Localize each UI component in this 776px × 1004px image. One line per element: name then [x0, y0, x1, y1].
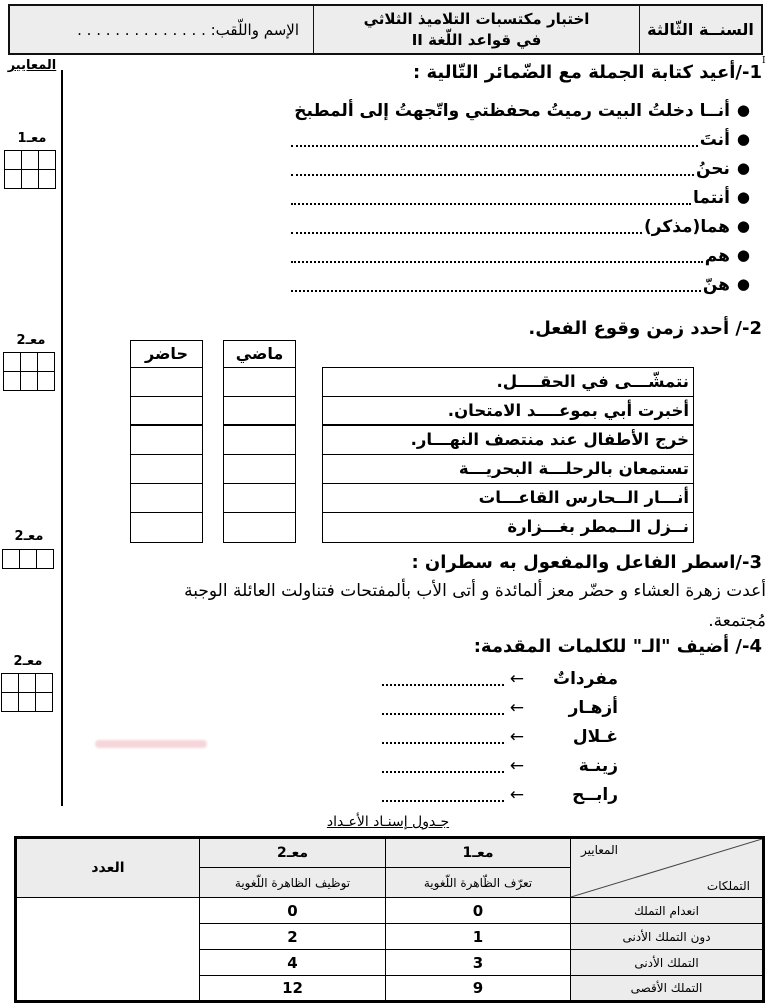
pronoun: هما(مذكر)	[643, 216, 730, 237]
pronoun: هنّ	[702, 274, 730, 295]
criterion-grid-4	[1, 673, 53, 712]
pronoun: أنتَ	[699, 129, 730, 150]
exercise4-heading: 4-/ أضيف "الـ" للكلمات المقدمة:	[473, 636, 762, 657]
sentences-table	[322, 367, 694, 543]
bullet-icon: ●	[736, 159, 750, 177]
page-corner-mark: I	[762, 56, 766, 66]
bullet-icon: ●	[736, 246, 750, 264]
sentence-row: خرج الأطفال عند منتصف النهـــار.	[323, 426, 693, 455]
checkbox-cell	[131, 426, 202, 455]
word: مفرداتٌ	[553, 668, 618, 689]
word: رابــح	[572, 784, 618, 805]
mastery-row-label: التملك الأدنى	[571, 950, 764, 976]
list-item	[291, 125, 750, 154]
score-value: 0	[386, 898, 571, 924]
sentence-row: أخبرت أبي بموعــــد الامتحان.	[323, 397, 693, 426]
present-header: حاضر	[131, 341, 202, 368]
bullet-icon: ●	[736, 130, 750, 148]
pronoun: هم	[704, 245, 730, 266]
criterion-label-2: معـ2	[16, 333, 46, 348]
criterion-label-1: معـ1	[17, 131, 47, 146]
list-item	[291, 154, 750, 183]
criterion1-header: معـ1	[386, 838, 571, 868]
exam-title-line2: في قواعد اللّغة II	[411, 30, 542, 49]
mastery-row-label: انعدام التملك	[571, 898, 764, 924]
bullet-icon: ●	[736, 275, 750, 293]
corner-criteria-label: المعايير	[581, 843, 618, 857]
name-field: الإسم واللّقب: . . . . . . . . . . . . . .	[77, 20, 299, 39]
score-value: 3	[386, 950, 571, 976]
corner-cell	[571, 838, 764, 898]
criterion-grid-2	[3, 352, 55, 391]
word: زينـة	[578, 755, 618, 776]
answer-blank	[382, 800, 504, 802]
score-blank-cell	[16, 898, 200, 1002]
past-header: ماضي	[224, 341, 295, 368]
checkbox-cell	[224, 484, 295, 513]
word-list	[66, 664, 618, 809]
checkbox-cell	[131, 368, 202, 397]
exercise2-heading: 2-/ أحدد زمن وقوع الفعل.	[528, 318, 762, 339]
answer-blank	[291, 145, 698, 147]
answer-blank	[291, 203, 691, 205]
bullet-icon: ●	[736, 101, 750, 119]
bullet-icon: ●	[736, 217, 750, 235]
exam-title-line1: اختبار مكتسبات التلاميذ الثلاثي	[363, 9, 590, 28]
word-line	[66, 722, 618, 751]
checkbox-cell	[224, 455, 295, 484]
left-arrow-icon: ←	[509, 726, 524, 747]
criterion-label-4: معـ2	[13, 654, 43, 669]
criterion2-subheader: توظيف الظاهرة اللّغوية	[200, 868, 386, 898]
exercise3-text	[66, 576, 766, 636]
list-item	[291, 183, 750, 212]
answer-blank	[382, 684, 504, 686]
past-column	[223, 340, 296, 543]
checkbox-cell	[131, 397, 202, 426]
criterion-label-3: معـ2	[14, 529, 44, 544]
answer-blank	[291, 174, 694, 176]
score-value: 12	[200, 976, 386, 1002]
year-cell: السنــة الثّالثة	[639, 6, 761, 53]
checkbox-cell	[224, 513, 295, 542]
word: غـلال	[572, 726, 618, 747]
grading-table-caption: جـدول إسنـاد الأعـداد	[326, 814, 450, 830]
criterion2-header: معـ2	[200, 838, 386, 868]
checkbox-cell	[224, 368, 295, 397]
sentence-row: أنـــار الــحارس القاعـــات	[323, 484, 693, 513]
score-value: 4	[200, 950, 386, 976]
score-header: العدد	[16, 838, 200, 898]
left-arrow-icon: ←	[509, 784, 524, 805]
pronoun: نحنُ	[695, 158, 730, 179]
corner-mastery-label: التملكات	[706, 879, 750, 893]
mastery-row-label: التملك الأقصى	[571, 976, 764, 1002]
checkbox-cell	[131, 513, 202, 542]
present-column	[130, 340, 203, 543]
word-line	[66, 780, 618, 809]
left-arrow-icon: ←	[509, 668, 524, 689]
score-value: 0	[200, 898, 386, 924]
criterion1-subheader: تعرّف الظّاهرة اللّغوية	[386, 868, 571, 898]
margin-divider-line	[61, 70, 63, 806]
checkbox-cell	[131, 455, 202, 484]
answer-blank	[382, 771, 504, 773]
sentence-row: تستمعان بالرحلـــة البحريـــة	[323, 455, 693, 484]
word-line	[66, 693, 618, 722]
word-line	[66, 751, 618, 780]
left-arrow-icon: ←	[509, 755, 524, 776]
checkbox-cell	[224, 426, 295, 455]
score-value: 9	[386, 976, 571, 1002]
pronoun-list	[66, 96, 750, 299]
exercise1-heading: 1-/أعيد كتابة الجملة مع الضّمائر التّالية :	[412, 62, 762, 83]
model-sentence: أنــا دخلتُ البيت رميتُ محفظتي واتّجهتُ إلى ألمطبخ	[294, 100, 730, 121]
exercise3-line2: مُجتمعة.	[708, 611, 766, 631]
left-arrow-icon: ←	[509, 697, 524, 718]
list-item	[291, 212, 750, 241]
answer-blank	[382, 713, 504, 715]
criteria-title: المعايير	[7, 58, 57, 73]
list-item	[291, 241, 750, 270]
answer-blank	[291, 232, 642, 234]
sentence-row: نتمشّـــى في الحقــــل.	[323, 368, 693, 397]
score-value: 2	[200, 924, 386, 950]
exercise3-line1: أعدت زهرة العشاء و حضّر معز ألمائدة و أتى الأب بألمفتحات فتناولت العائلة الوجبة	[184, 581, 766, 601]
grading-table	[14, 836, 765, 1003]
answer-blank	[291, 261, 703, 263]
mastery-row-label: دون التملك الأدنى	[571, 924, 764, 950]
checkbox-cell	[131, 484, 202, 513]
exercise3-heading: 3-/اسطر الفاعل والمفعول به سطران :	[411, 552, 762, 573]
exam-title-cell	[313, 6, 639, 53]
pronoun: أنتما	[692, 187, 730, 208]
header-table	[8, 4, 763, 55]
word-line	[66, 664, 618, 693]
list-item	[66, 96, 750, 125]
score-value: 1	[386, 924, 571, 950]
sentence-row: نــزل الــمطر بغـــزارة	[507, 517, 689, 536]
verb-tense-zone	[66, 340, 768, 554]
checkbox-cell	[224, 397, 295, 426]
answer-blank	[291, 290, 701, 292]
list-item	[291, 270, 750, 299]
word: أزهـار	[568, 697, 618, 718]
criterion-grid-1	[4, 150, 56, 189]
bullet-icon: ●	[736, 188, 750, 206]
criterion-grid-3	[2, 549, 54, 569]
answer-blank	[382, 742, 504, 744]
